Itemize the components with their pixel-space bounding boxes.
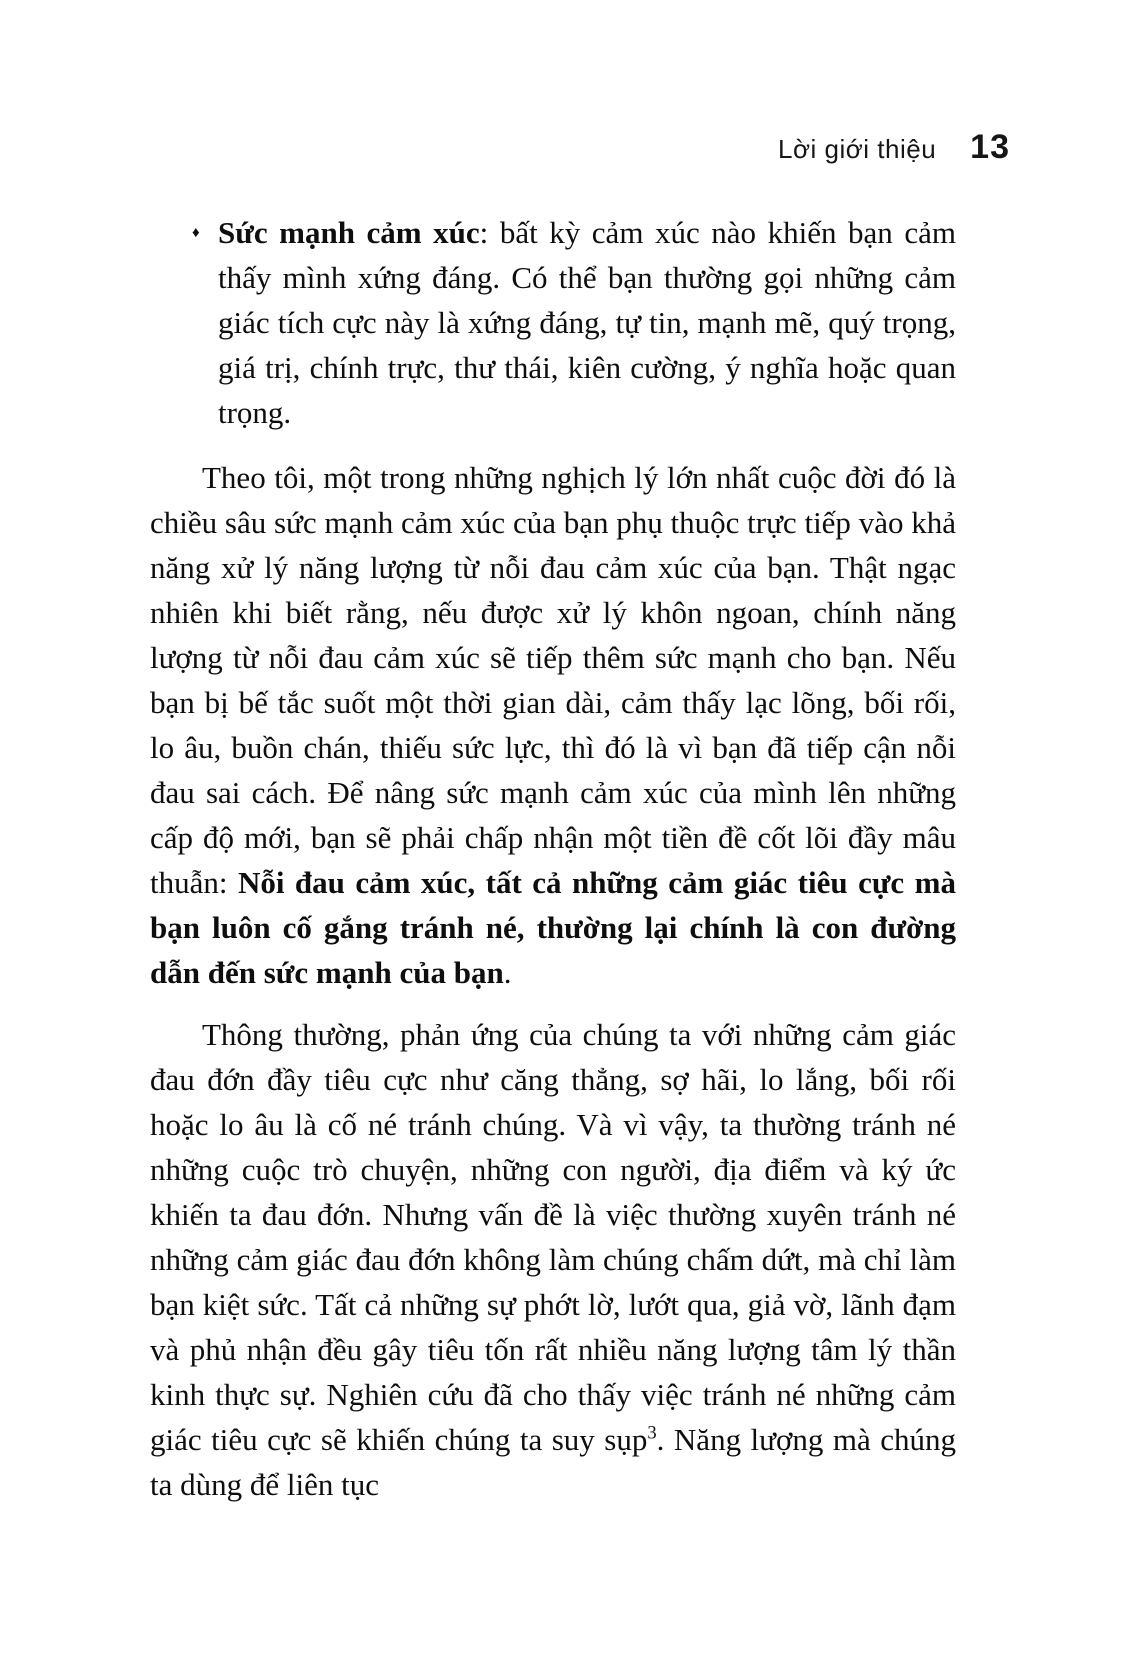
- bullet-definition-text: : bất kỳ cảm xúc nào khiến bạn cảm thấy mình xứng đáng. Có thể bạn thường gọi những cảm giác tích cực này là xứng đáng, tự tin, mạnh mẽ, quý trọng, giá trị, chính trực, thư thái, kiên cường, ý nghĩa hoặc quan trọng.: [218, 215, 956, 430]
- paragraph-text-end: .: [503, 955, 512, 990]
- paragraph: [150, 1012, 956, 1507]
- bullet-term: Sức mạnh cảm xúc: [218, 215, 480, 250]
- section-title: Lời giới thiệu: [777, 134, 937, 164]
- page-number: 13: [970, 128, 1010, 166]
- bullet-list-item: [150, 210, 956, 435]
- page-body: [150, 210, 956, 1507]
- running-header: [0, 128, 1010, 167]
- paragraph-text-continued: . Năng lượng mà chúng ta dùng để liên tục: [150, 1422, 956, 1502]
- paragraph-text: Theo tôi, một trong những nghịch lý lớn nhất cuộc đời đó là chiều sâu sức mạnh cảm xúc của bạn phụ thuộc trực tiếp vào khả năng xử lý năng lượng từ nỗi đau cảm xúc của bạn. Thật ngạc nhiên khi biết rằng, nếu được xử lý khôn ngoan, chính năng lượng từ nỗi đau cảm xúc sẽ tiếp thêm sức mạnh cho bạn. Nếu bạn bị bế tắc suốt một thời gian dài, cảm thấy lạc lõng, bối rối, lo âu, buồn chán, thiếu sức lực, thì đó là vì bạn đã tiếp cận nỗi đau sai cách. Để nâng sức mạnh cảm xúc của mình lên những cấp độ mới, bạn sẽ phải chấp nhận một tiền đề cốt lõi đầy mâu thuẫn:: [150, 460, 956, 900]
- bold-emphasis-text: Nỗi đau cảm xúc, tất cả những cảm giác tiêu cực mà bạn luôn cố gắng tránh né, thường lại chính là con đường dẫn đến sức mạnh của bạn: [150, 865, 956, 990]
- paragraph: [150, 455, 956, 995]
- bullet-diamond-icon: ♦: [192, 225, 200, 241]
- footnote-superscript: 3: [647, 1422, 657, 1444]
- paragraph-text: Thông thường, phản ứng của chúng ta với những cảm giác đau đớn đầy tiêu cực như căng thẳng, sợ hãi, lo lắng, bối rối hoặc lo âu là cố né tránh chúng. Và vì vậy, ta thường tránh né những cuộc trò chuyện, những con người, địa điểm và ký ức khiến ta đau đớn. Nhưng vấn đề là việc thường xuyên tránh né những cảm giác đau đớn không làm chúng chấm dứt, mà chỉ làm bạn kiệt sức. Tất cả những sự phớt lờ, lướt qua, giả vờ, lãnh đạm và phủ nhận đều gây tiêu tốn rất nhiều năng lượng tâm lý thần kinh thực sự. Nghiên cứu đã cho thấy việc tránh né những cảm giác tiêu cực sẽ khiến chúng ta suy sụp: [150, 1017, 956, 1457]
